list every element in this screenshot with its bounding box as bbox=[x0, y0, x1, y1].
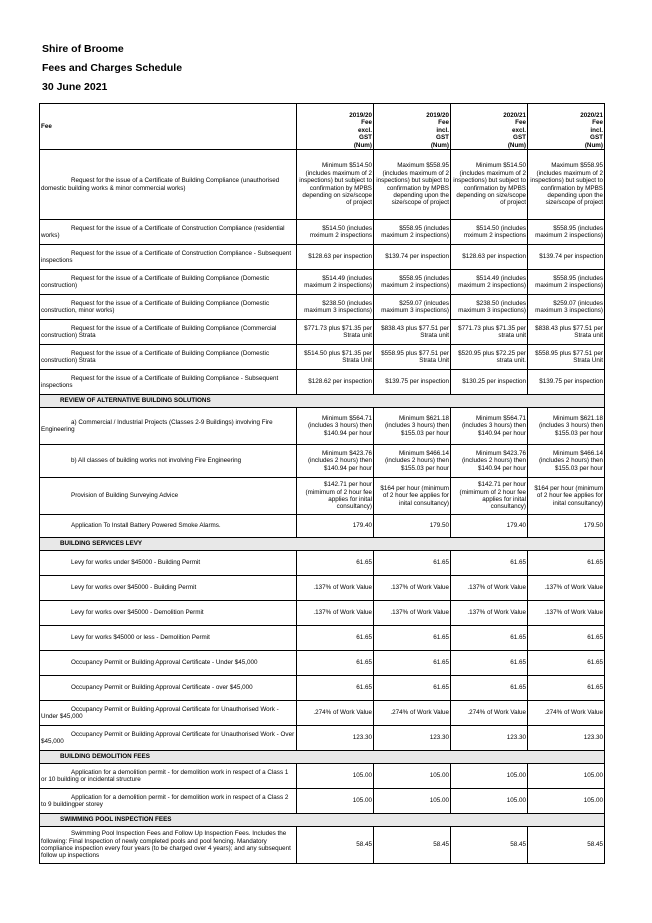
fee-description bbox=[40, 601, 297, 626]
table-row bbox=[40, 320, 605, 345]
fee-description-text: Request for the issue of a Certificate of Construction Compliance (residential works) bbox=[41, 224, 285, 239]
fee-description bbox=[40, 295, 297, 320]
fees-table bbox=[39, 103, 605, 864]
fee-value-cell: $514.50 (includes mximum 2 inspections bbox=[297, 220, 374, 245]
table-row bbox=[40, 245, 605, 270]
table-row bbox=[40, 220, 605, 245]
fee-description bbox=[40, 345, 297, 370]
fee-value-cell: $558.95 (includes maximum 2 inspections) bbox=[374, 270, 451, 295]
fee-value-cell: $238.50 (includes maximum 3 inspections) bbox=[297, 295, 374, 320]
fee-description bbox=[40, 764, 297, 789]
fee-value-cell: $164 per hour (minimum of 2 hour fee applies for inital consultancy) bbox=[528, 478, 605, 515]
fee-value-cell: Minimum $621.18 (includes 3 hours) then $155.03 per hour bbox=[374, 408, 451, 445]
fee-description bbox=[40, 370, 297, 395]
fee-value-cell: .274% of Work Value bbox=[451, 701, 528, 726]
table-row bbox=[40, 827, 605, 864]
fee-description-text: a) Commercial / Industrial Projects (Classes 2-9 Buildings) involving Fire Engineering bbox=[41, 418, 273, 433]
fee-value-cell: 61.65 bbox=[374, 676, 451, 701]
table-row bbox=[40, 345, 605, 370]
table-row bbox=[40, 701, 605, 726]
fee-value-cell: Minimum $564.71 (includes 3 hours) then $140.94 per hour bbox=[451, 408, 528, 445]
fee-description bbox=[40, 515, 297, 538]
fee-value-cell: 105.00 bbox=[528, 789, 605, 814]
fee-description-text: Application for a demolition permit - for demolition work in respect of a Class 1 or 10 building or incidental structure bbox=[41, 768, 289, 783]
fee-value-cell: 58.45 bbox=[297, 827, 374, 864]
fee-value-cell: 123.30 bbox=[374, 726, 451, 751]
fee-value-cell: 61.65 bbox=[451, 626, 528, 651]
fee-description bbox=[40, 551, 297, 576]
fee-value-cell: 179.50 bbox=[374, 515, 451, 538]
table-row bbox=[40, 295, 605, 320]
fee-value-cell: $139.74 per inspection bbox=[528, 245, 605, 270]
fee-value-cell: Minimum $621.18 (includes 3 hours) then $155.03 per hour bbox=[528, 408, 605, 445]
section-title: BUILDING DEMOLITION FEES bbox=[40, 751, 605, 764]
table-row bbox=[40, 626, 605, 651]
fee-value-cell: 61.65 bbox=[374, 651, 451, 676]
fee-value-cell: .274% of Work Value bbox=[528, 701, 605, 726]
fee-value-cell: 58.45 bbox=[528, 827, 605, 864]
fee-description-text: Occupancy Permit or Building Approval Certificate - Under $45,000 bbox=[71, 659, 258, 667]
column-header: 2019/20 Fee incl. GST (Num) bbox=[374, 104, 451, 150]
fee-description-text: Request for the issue of a Certificate of Building Compliance (Commercial construction) Strata bbox=[41, 324, 277, 339]
fee-value-cell: $514.49 (includes maximum 2 inspections) bbox=[451, 270, 528, 295]
fee-value-cell: 61.65 bbox=[297, 651, 374, 676]
fee-description-text: Levy for works under $45000 - Building Permit bbox=[71, 559, 201, 567]
table-row bbox=[40, 551, 605, 576]
fee-value-cell: $238.50 (includes maximum 3 inspections) bbox=[451, 295, 528, 320]
fee-description bbox=[40, 150, 297, 220]
fee-value-cell: 105.00 bbox=[528, 764, 605, 789]
fee-value-cell: .137% of Work Value bbox=[528, 601, 605, 626]
fee-value-cell: $142.71 per hour (mimimum of 2 hour fee applies for inital consultancy) bbox=[451, 478, 528, 515]
fee-description bbox=[40, 408, 297, 445]
fee-value-cell: $130.25 per inspection bbox=[451, 370, 528, 395]
fee-description bbox=[40, 245, 297, 270]
fee-description bbox=[40, 676, 297, 701]
fee-value-cell: 61.65 bbox=[297, 676, 374, 701]
fee-description-text: Levy for works over $45000 - Demolition Permit bbox=[71, 609, 204, 617]
table-row bbox=[40, 576, 605, 601]
fee-description bbox=[40, 701, 297, 726]
fee-value-cell: $771.73 plus $71.35 per Strata unit bbox=[297, 320, 374, 345]
fee-value-cell: 61.65 bbox=[528, 676, 605, 701]
fee-description bbox=[40, 789, 297, 814]
table-row bbox=[40, 764, 605, 789]
fee-value-cell: $128.63 per inspection bbox=[451, 245, 528, 270]
fee-description bbox=[40, 478, 297, 515]
fee-value-cell: Minimum $466.14 (includes 2 hours) then $155.03 per hour bbox=[374, 445, 451, 478]
fee-value-cell: 58.45 bbox=[374, 827, 451, 864]
fee-value-cell: $558.95 plus $77.51 per Strata Unit bbox=[528, 345, 605, 370]
organisation-name: Shire of Broome bbox=[42, 43, 124, 55]
fee-description-text: Occupancy Permit or Building Approval Certificate - over $45,000 bbox=[71, 684, 253, 692]
fee-description bbox=[40, 220, 297, 245]
fee-value-cell: $514.49 (includes maximum 2 inspections) bbox=[297, 270, 374, 295]
section-header-row bbox=[40, 814, 605, 827]
fee-description-text: Request for the issue of a Certificate of Construction Compliance - Subsequent inspections bbox=[41, 249, 292, 264]
section-header-row bbox=[40, 395, 605, 408]
table-row bbox=[40, 789, 605, 814]
fee-value-cell: $139.75 per inspection bbox=[528, 370, 605, 395]
fee-description bbox=[40, 651, 297, 676]
column-header: Fee bbox=[40, 104, 297, 150]
fee-description bbox=[40, 320, 297, 345]
fee-value-cell: 61.65 bbox=[528, 651, 605, 676]
fee-value-cell: $558.95 plus $77.51 per Strata Unit bbox=[374, 345, 451, 370]
fee-value-cell: 105.00 bbox=[297, 764, 374, 789]
table-row bbox=[40, 445, 605, 478]
section-header-row bbox=[40, 538, 605, 551]
column-header: 2020/21 Fee incl. GST (Num) bbox=[528, 104, 605, 150]
fee-value-cell: 61.65 bbox=[297, 551, 374, 576]
fee-value-cell: .137% of Work Value bbox=[374, 601, 451, 626]
fee-description-text: Request for the issue of a Certificate of Building Compliance - Subsequent inspections bbox=[41, 374, 279, 389]
fee-value-cell: 105.00 bbox=[451, 764, 528, 789]
fee-description-text: Application for a demolition permit - for demolition work in respect of a Class 2 to 9 buildingper storey bbox=[41, 793, 289, 808]
fee-description bbox=[40, 827, 297, 864]
table-body bbox=[40, 150, 605, 864]
fee-value-cell: 105.00 bbox=[297, 789, 374, 814]
fee-description-text: Occupancy Permit or Building Approval Certificate for Unauthorised Work - Under $45,000 bbox=[41, 705, 279, 720]
fee-value-cell: Minimum $514.50 (includes maximum of 2 inspections) but subject to confirmation by MPBS depending on size/scope of project bbox=[297, 150, 374, 220]
fee-value-cell: Minimum $514.50 (includes maximum of 2 inspections) but subject to confirmation by MPBS depending on size/scope of project bbox=[451, 150, 528, 220]
table-row bbox=[40, 601, 605, 626]
fee-value-cell: .137% of Work Value bbox=[297, 601, 374, 626]
table-row bbox=[40, 408, 605, 445]
fee-description bbox=[40, 626, 297, 651]
fee-description-text: Request for the issue of a Certificate of Building Compliance (unauthorised domestic building works & minor commercial works) bbox=[41, 177, 280, 192]
fee-description-text: Request for the issue of a Certificate of Building Compliance (Domestic construction) bbox=[41, 274, 270, 289]
fee-value-cell: 179.50 bbox=[528, 515, 605, 538]
fee-value-cell: $558.95 (includes maximum 2 inspections) bbox=[528, 220, 605, 245]
document-title: Fees and Charges Schedule bbox=[42, 62, 183, 74]
table-row bbox=[40, 150, 605, 220]
fee-description-text: Request for the issue of a Certificate of Building Compliance (Domestic construction, minor works) bbox=[41, 299, 270, 314]
fee-value-cell: $838.43 plus $77.51 per Strata unit bbox=[528, 320, 605, 345]
fee-description bbox=[40, 576, 297, 601]
fee-value-cell: $142.71 per hour (mimimum of 2 hour fee applies for inital consultancy) bbox=[297, 478, 374, 515]
fee-value-cell: 58.45 bbox=[451, 827, 528, 864]
fee-value-cell: .137% of Work Value bbox=[528, 576, 605, 601]
fee-value-cell: 61.65 bbox=[297, 626, 374, 651]
fee-value-cell: 61.65 bbox=[374, 626, 451, 651]
fee-value-cell: 179.40 bbox=[451, 515, 528, 538]
fee-value-cell: $558.95 (includes maximum 2 inspections) bbox=[528, 270, 605, 295]
fee-description bbox=[40, 445, 297, 478]
table-row bbox=[40, 676, 605, 701]
fee-value-cell: $259.07 (inlcudes maximum 3 inspections) bbox=[528, 295, 605, 320]
fee-value-cell: 61.65 bbox=[451, 651, 528, 676]
fee-value-cell: 123.30 bbox=[297, 726, 374, 751]
fee-value-cell: Maximum $558.95 (includes maximum of 2 inspections) but subject to confirmation by MPBS depending upon the size/scope of project bbox=[528, 150, 605, 220]
fee-value-cell: $128.62 per inspection bbox=[297, 370, 374, 395]
fee-value-cell: 123.30 bbox=[528, 726, 605, 751]
fee-description bbox=[40, 270, 297, 295]
fee-description-text: Levy for works over $45000 - Building Permit bbox=[71, 584, 197, 592]
fee-value-cell: $164 per hour (minimum of 2 hour fee applies for inital consultancy) bbox=[374, 478, 451, 515]
fee-value-cell: 61.65 bbox=[451, 676, 528, 701]
fee-value-cell: Minimum $466.14 (includes 2 hours) then $155.03 per hour bbox=[528, 445, 605, 478]
fee-value-cell: .274% of Work Value bbox=[374, 701, 451, 726]
fee-value-cell: .137% of Work Value bbox=[451, 601, 528, 626]
section-title: REVIEW OF ALTERNATIVE BUILDING SOLUTIONS bbox=[40, 395, 605, 408]
section-title: SWIMMING POOL INSPECTION FEES bbox=[40, 814, 605, 827]
fee-value-cell: Minimum $423.76 (includes 2 hours) then $140.94 per hour bbox=[451, 445, 528, 478]
fee-description bbox=[40, 726, 297, 751]
column-header: 2019/20 Fee excl. GST (Num) bbox=[297, 104, 374, 150]
fee-value-cell: .137% of Work Value bbox=[297, 576, 374, 601]
fee-value-cell: 105.00 bbox=[374, 764, 451, 789]
column-header: 2020/21 Fee excl. GST (Num) bbox=[451, 104, 528, 150]
fee-description-text: Request for the issue of a Certificate of Building Compliance (Domestic construction) Strata bbox=[41, 349, 270, 364]
fee-value-cell: $259.07 (inlcudes maximum 3 inspections) bbox=[374, 295, 451, 320]
fee-description-text: b) All classes of building works not involving Fire Engineering bbox=[71, 457, 242, 465]
fee-description-text: Application To Install Battery Powered Smoke Alarms. bbox=[71, 522, 221, 530]
fee-value-cell: .137% of Work Value bbox=[451, 576, 528, 601]
section-title: BUILDING SERVICES LEVY bbox=[40, 538, 605, 551]
fee-value-cell: 61.65 bbox=[528, 551, 605, 576]
document-header bbox=[42, 40, 182, 97]
fee-value-cell: $771.73 plus $71.35 per strata unit bbox=[451, 320, 528, 345]
fee-value-cell: 105.00 bbox=[374, 789, 451, 814]
fee-value-cell: $558.95 (includes maximum 2 inspections) bbox=[374, 220, 451, 245]
fee-value-cell: .137% of Work Value bbox=[374, 576, 451, 601]
table-row bbox=[40, 726, 605, 751]
fee-value-cell: 123.30 bbox=[451, 726, 528, 751]
fee-description-text: Provision of Building Surveying Advice bbox=[71, 492, 179, 500]
fee-value-cell: 61.65 bbox=[374, 551, 451, 576]
fee-value-cell: Maximum $558.95 (includes maximum of 2 inspections) but subject to confirmation by MPBS depending upon the size/scope of project bbox=[374, 150, 451, 220]
table-row bbox=[40, 370, 605, 395]
fee-value-cell: .274% of Work Value bbox=[297, 701, 374, 726]
fee-value-cell: $520.95 plus $72.25 per strata unit. bbox=[451, 345, 528, 370]
fee-value-cell: $838.43 plus $77.51 per Strata unit bbox=[374, 320, 451, 345]
fee-value-cell: $139.75 per inspection bbox=[374, 370, 451, 395]
table-row bbox=[40, 478, 605, 515]
fee-value-cell: 105.00 bbox=[451, 789, 528, 814]
fee-value-cell: Minimum $423.76 (includes 2 hours) then $140.94 per hour bbox=[297, 445, 374, 478]
fee-value-cell: $128.63 per inspection bbox=[297, 245, 374, 270]
fee-value-cell: 61.65 bbox=[528, 626, 605, 651]
table-row bbox=[40, 515, 605, 538]
fee-value-cell: $139.74 per inspection bbox=[374, 245, 451, 270]
fee-value-cell: $514.50 plus $71.35 per Strata Unit bbox=[297, 345, 374, 370]
section-header-row bbox=[40, 751, 605, 764]
fee-value-cell: 61.65 bbox=[451, 551, 528, 576]
document-date: 30 June 2021 bbox=[42, 81, 108, 93]
fee-value-cell: 179.40 bbox=[297, 515, 374, 538]
fee-description-text: Levy for works $45000 or less - Demolition Permit bbox=[71, 634, 210, 642]
fee-value-cell: Minimum $564.71 (includes 3 hours) then $140.94 per hour bbox=[297, 408, 374, 445]
table-row bbox=[40, 651, 605, 676]
table-row bbox=[40, 270, 605, 295]
fee-description-text: Occupancy Permit or Building Approval Certificate for Unauthorised Work - Over $45,000 bbox=[41, 730, 295, 745]
table-header-row bbox=[40, 104, 605, 150]
fee-description-text: Swimming Pool Inspection Fees and Follow Up Inspection Fees. Includes the following: Final Inspection of newly completed pools and pool fencing. Mandatory compliance inspection every four years (to be charged over 4 years); and any subsequent follow up inspections bbox=[41, 830, 291, 860]
fee-value-cell: $514.50 (includes mximum 2 inspections bbox=[451, 220, 528, 245]
